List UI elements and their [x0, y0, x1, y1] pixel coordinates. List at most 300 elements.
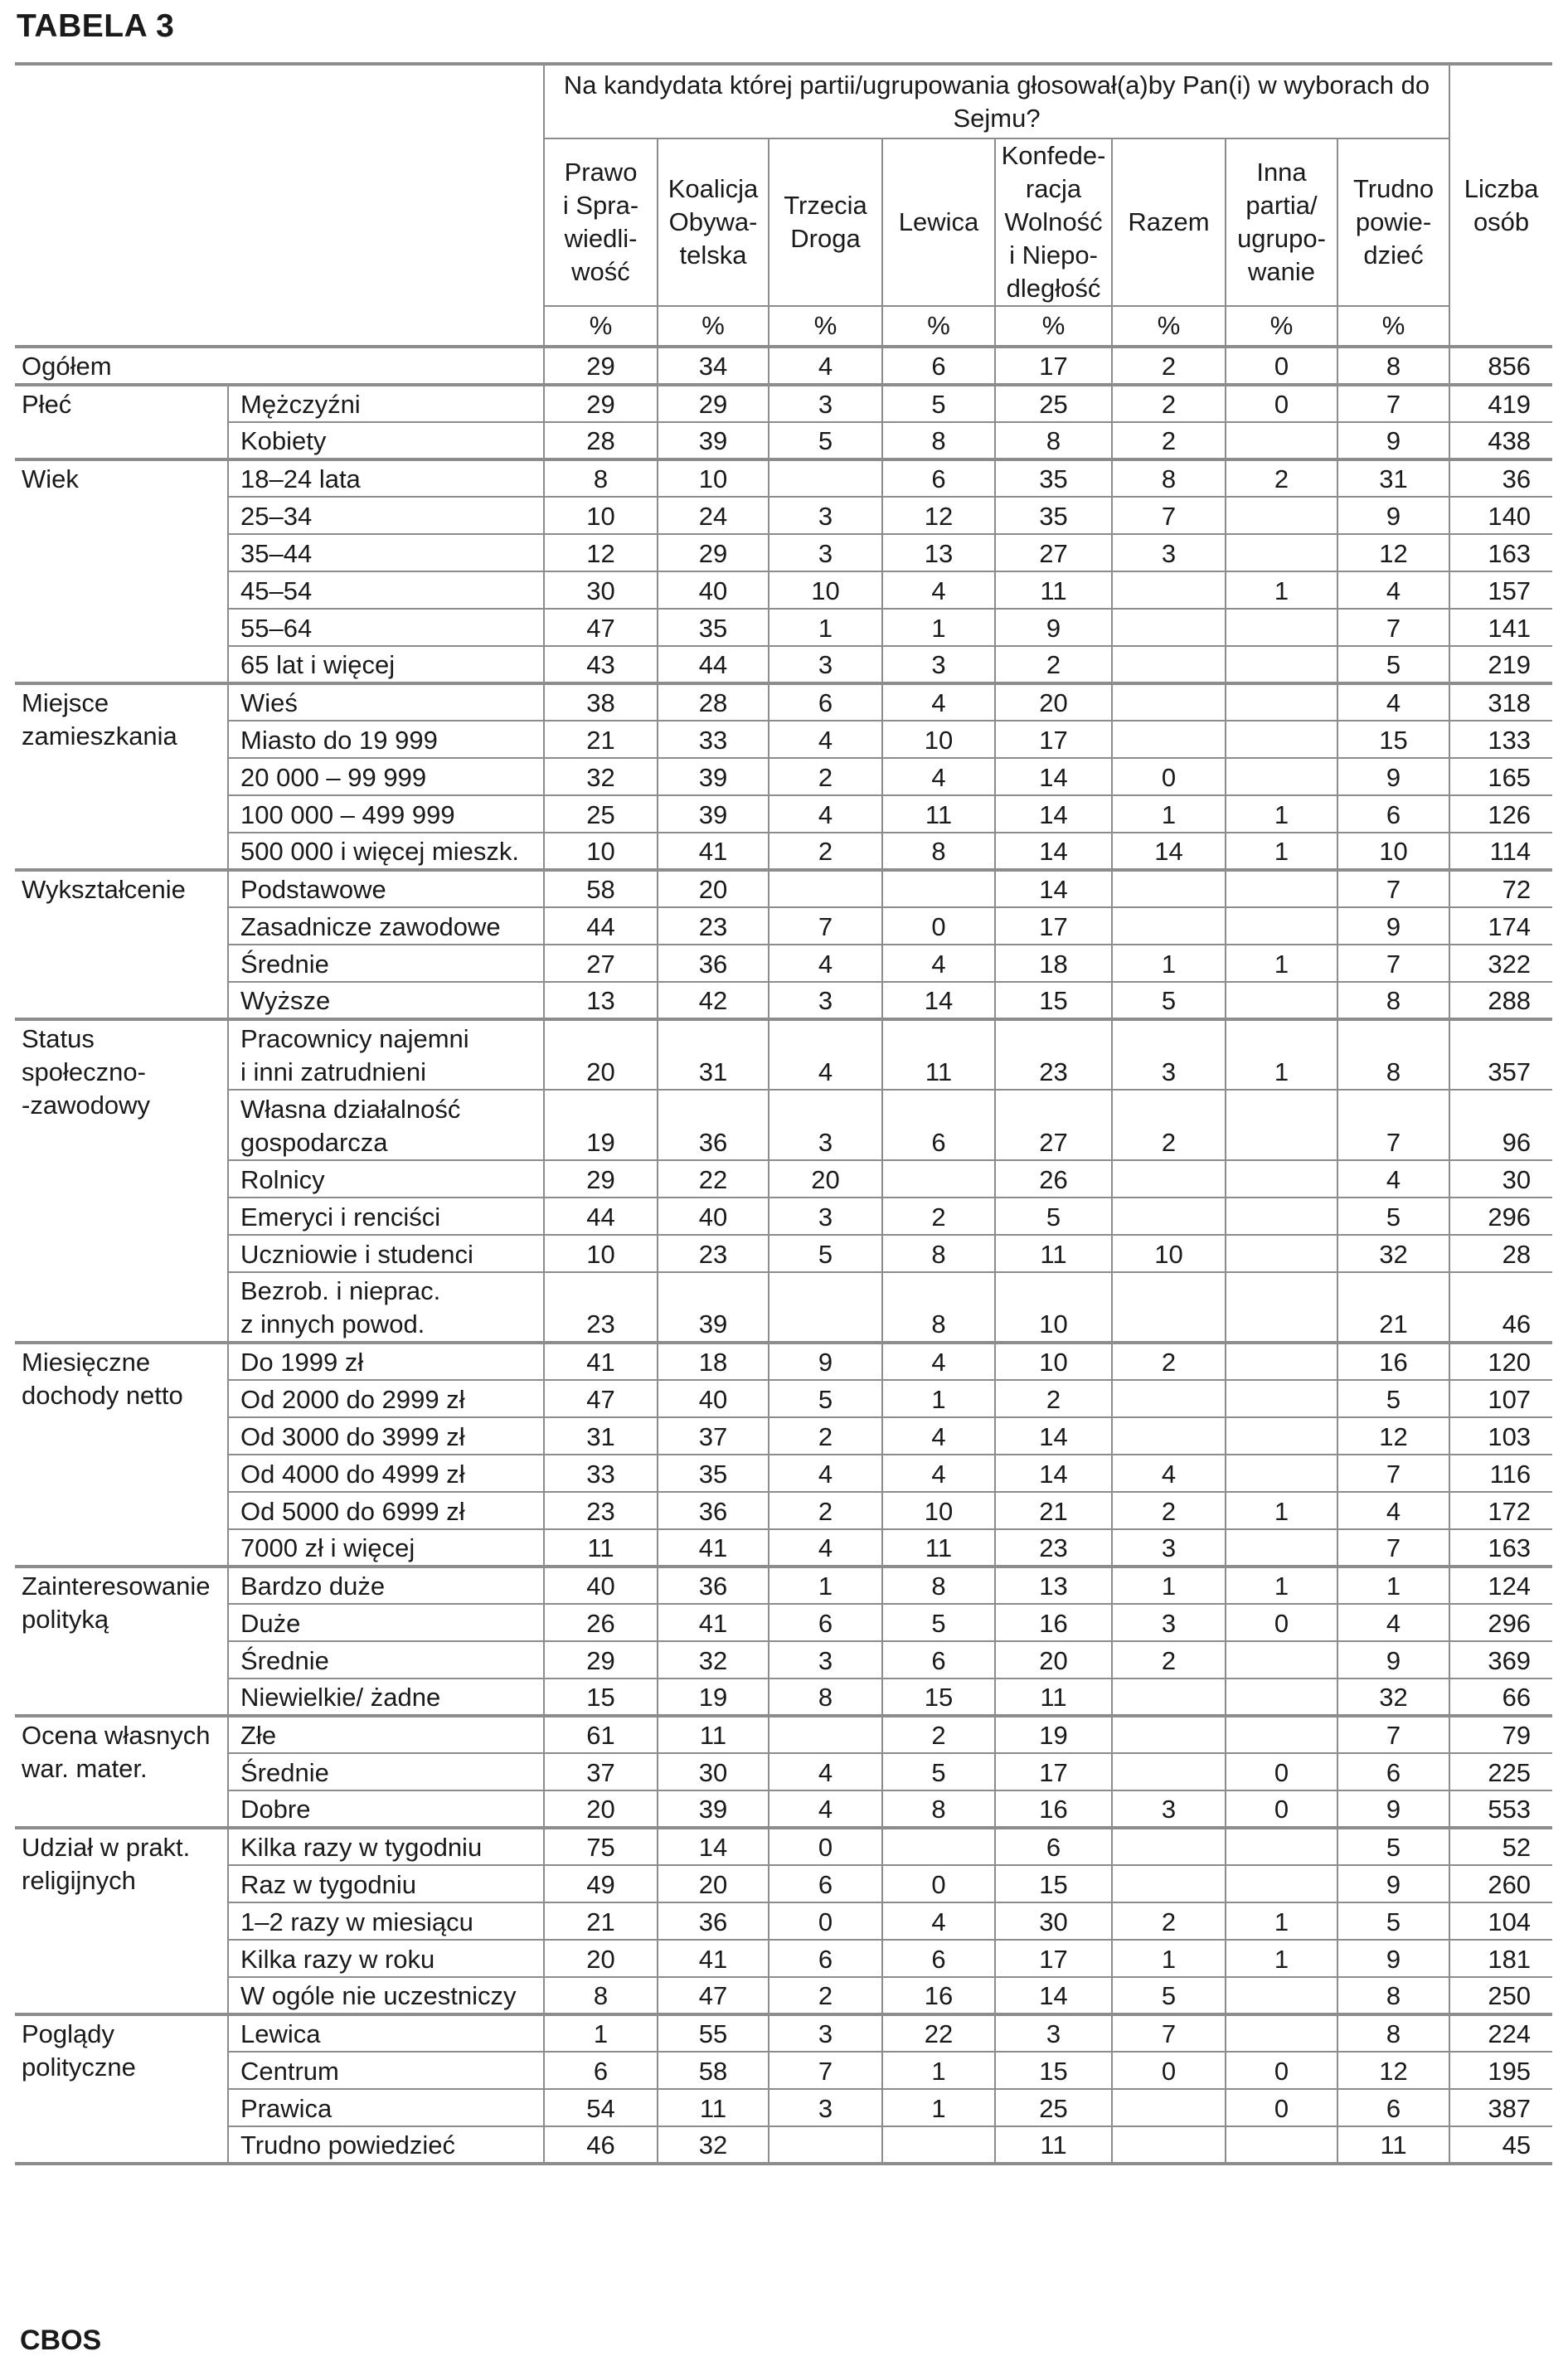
table-row	[15, 1828, 1552, 1865]
percent-cell: 20	[544, 1940, 658, 1977]
table-row	[15, 1716, 1552, 1753]
percent-cell: 31	[544, 1417, 658, 1455]
percent-cell: 7	[1112, 2014, 1226, 2052]
percent-cell: 4	[769, 1455, 882, 1492]
percent-cell: 13	[882, 534, 995, 571]
category-label: Prawica	[228, 2089, 544, 2126]
percent-cell: 35	[658, 609, 769, 646]
percent-cell: 55	[658, 2014, 769, 2052]
count-cell: 120	[1449, 1343, 1552, 1380]
percent-cell: 47	[544, 1380, 658, 1417]
count-cell: 225	[1449, 1753, 1552, 1790]
percent-cell: 8	[882, 1567, 995, 1604]
count-cell: 140	[1449, 497, 1552, 534]
percent-cell: 4	[882, 945, 995, 982]
percent-cell: 41	[658, 1940, 769, 1977]
percent-cell: 8	[1112, 459, 1226, 497]
percent-cell: 16	[882, 1977, 995, 2014]
count-cell: 553	[1449, 1790, 1552, 1828]
percent-cell: 2	[1112, 347, 1226, 385]
percent-cell: 32	[544, 758, 658, 795]
group-label: Poglądy polityczne	[15, 2014, 228, 2164]
table-row	[15, 795, 1552, 833]
count-cell: 126	[1449, 795, 1552, 833]
percent-cell: 4	[1337, 683, 1449, 721]
percent-cell: 3	[769, 1641, 882, 1679]
percent-cell	[1226, 1529, 1337, 1567]
percent-cell: 3	[769, 646, 882, 683]
percent-cell: 8	[1337, 982, 1449, 1019]
percent-cell: 58	[544, 870, 658, 907]
percent-cell: 2	[995, 646, 1112, 683]
percent-cell: 24	[658, 497, 769, 534]
percent-cell: 2	[769, 1977, 882, 2014]
percent-cell: 10	[769, 571, 882, 609]
percent-cell	[1112, 1753, 1226, 1790]
percent-cell: 0	[1112, 2052, 1226, 2089]
count-cell: 165	[1449, 758, 1552, 795]
percent-cell: 10	[544, 833, 658, 870]
percent-cell: 1	[1226, 1902, 1337, 1940]
percent-cell	[1112, 1417, 1226, 1455]
percent-cell: 47	[544, 609, 658, 646]
percent-cell: 39	[658, 1272, 769, 1343]
percent-cell: 21	[995, 1492, 1112, 1529]
category-label: Dobre	[228, 1790, 544, 1828]
count-cell: 116	[1449, 1455, 1552, 1492]
percent-cell: 20	[995, 683, 1112, 721]
percent-cell: 11	[995, 2126, 1112, 2164]
category-label: Własna działalność gospodarcza	[228, 1090, 544, 1160]
percent-cell: 40	[658, 1198, 769, 1235]
percent-cell: 36	[658, 1492, 769, 1529]
count-cell: 36	[1449, 459, 1552, 497]
table-row	[15, 1902, 1552, 1940]
group-label: Status społeczno- -zawodowy	[15, 1019, 228, 1343]
percent-cell: 1	[882, 1380, 995, 1417]
count-cell: 438	[1449, 422, 1552, 459]
percent-cell: 3	[1112, 1019, 1226, 1090]
percent-cell	[1226, 646, 1337, 683]
percent-cell	[1226, 721, 1337, 758]
percent-cell: 1	[1337, 1567, 1449, 1604]
percent-cell: 33	[658, 721, 769, 758]
table-row	[15, 1679, 1552, 1716]
percent-cell: 4	[1337, 571, 1449, 609]
percent-cell: 39	[658, 422, 769, 459]
percent-cell	[1112, 2126, 1226, 2164]
percent-cell	[1226, 982, 1337, 1019]
percent-cell: 1	[1112, 795, 1226, 833]
percent-cell	[1226, 1160, 1337, 1198]
percent-cell: 22	[882, 2014, 995, 2052]
percent-cell: 8	[882, 1790, 995, 1828]
percent-cell: 14	[995, 1977, 1112, 2014]
percent-cell: 31	[1337, 459, 1449, 497]
question-header: Na kandydata której partii/ugrupowania głosował(a)by Pan(i) w wyborach do Sejmu?	[544, 64, 1449, 138]
percent-cell: 11	[882, 1019, 995, 1090]
percent-cell: 36	[658, 1090, 769, 1160]
percent-cell: 0	[1226, 2089, 1337, 2126]
percent-cell: 38	[544, 683, 658, 721]
party-header: Prawo i Spra- wiedli- wość	[544, 138, 658, 306]
table-row	[15, 459, 1552, 497]
percent-cell: 29	[544, 1641, 658, 1679]
percent-cell: 4	[882, 1902, 995, 1940]
percent-cell	[882, 870, 995, 907]
percent-cell: 25	[995, 2089, 1112, 2126]
percent-cell: 28	[658, 683, 769, 721]
percent-cell: 7	[1337, 609, 1449, 646]
percent-cell: 8	[882, 1272, 995, 1343]
percent-cell: 1	[1112, 945, 1226, 982]
percent-cell: 23	[658, 907, 769, 945]
percent-cell: 5	[769, 422, 882, 459]
percent-cell: 44	[658, 646, 769, 683]
table-row	[15, 422, 1552, 459]
percent-cell: 15	[995, 1865, 1112, 1902]
percent-cell: 13	[995, 1567, 1112, 1604]
count-cell: 52	[1449, 1828, 1552, 1865]
percent-cell: 4	[1337, 1604, 1449, 1641]
count-cell: 124	[1449, 1567, 1552, 1604]
count-cell: 45	[1449, 2126, 1552, 2164]
percent-cell: 3	[769, 982, 882, 1019]
percent-cell: 1	[769, 1567, 882, 1604]
percent-cell: 14	[882, 982, 995, 1019]
percent-cell: 0	[1112, 758, 1226, 795]
percent-cell	[1112, 1828, 1226, 1865]
percent-cell: 44	[544, 907, 658, 945]
percent-cell: 4	[882, 1343, 995, 1380]
percent-cell: 2	[882, 1716, 995, 1753]
percent-cell: 12	[544, 534, 658, 571]
percent-cell	[1226, 497, 1337, 534]
percent-cell: 1	[1226, 1940, 1337, 1977]
percent-cell: 12	[1337, 2052, 1449, 2089]
percent-cell	[1112, 907, 1226, 945]
category-label: Raz w tygodniu	[228, 1865, 544, 1902]
category-label: 20 000 – 99 999	[228, 758, 544, 795]
percent-cell: 30	[995, 1902, 1112, 1940]
percent-cell: 17	[995, 721, 1112, 758]
percent-cell	[1226, 1828, 1337, 1865]
percent-cell: 8	[882, 422, 995, 459]
percent-cell: 18	[658, 1343, 769, 1380]
percent-unit: %	[658, 306, 769, 347]
count-cell: 369	[1449, 1641, 1552, 1679]
category-label: Średnie	[228, 1753, 544, 1790]
count-header: Liczba osób	[1449, 64, 1552, 347]
percent-cell: 20	[544, 1019, 658, 1090]
percent-cell	[1112, 1679, 1226, 1716]
percent-cell: 3	[995, 2014, 1112, 2052]
percent-cell: 6	[1337, 795, 1449, 833]
category-label: 65 lat i więcej	[228, 646, 544, 683]
percent-cell: 20	[544, 1790, 658, 1828]
percent-cell	[1226, 1679, 1337, 1716]
count-cell: 141	[1449, 609, 1552, 646]
percent-cell: 15	[1337, 721, 1449, 758]
percent-cell: 36	[658, 1902, 769, 1940]
percent-cell: 8	[882, 1235, 995, 1272]
percent-cell: 4	[769, 795, 882, 833]
table-row	[15, 571, 1552, 609]
category-label: Kilka razy w tygodniu	[228, 1828, 544, 1865]
percent-cell: 35	[658, 1455, 769, 1492]
percent-cell	[1226, 1380, 1337, 1417]
percent-cell	[769, 459, 882, 497]
percent-cell: 29	[544, 1160, 658, 1198]
percent-cell: 35	[995, 497, 1112, 534]
percent-cell: 25	[995, 385, 1112, 422]
category-label: 35–44	[228, 534, 544, 571]
percent-cell: 1	[544, 2014, 658, 2052]
count-cell: 419	[1449, 385, 1552, 422]
category-label: Centrum	[228, 2052, 544, 2089]
percent-cell: 16	[995, 1790, 1112, 1828]
percent-cell: 6	[769, 1940, 882, 1977]
percent-cell: 23	[544, 1492, 658, 1529]
percent-cell: 8	[1337, 2014, 1449, 2052]
percent-cell	[1112, 683, 1226, 721]
percent-cell: 0	[1226, 1753, 1337, 1790]
percent-cell: 3	[882, 646, 995, 683]
percent-cell	[1226, 1417, 1337, 1455]
group-label: Miesięczne dochody netto	[15, 1343, 228, 1567]
percent-cell: 23	[995, 1019, 1112, 1090]
percent-cell: 11	[995, 1679, 1112, 1716]
percent-cell: 2	[1112, 1641, 1226, 1679]
percent-cell: 41	[544, 1343, 658, 1380]
percent-cell	[1226, 907, 1337, 945]
percent-cell: 0	[882, 1865, 995, 1902]
percent-cell: 1	[1226, 945, 1337, 982]
percent-cell: 37	[544, 1753, 658, 1790]
percent-cell: 5	[1112, 982, 1226, 1019]
category-label: Miasto do 19 999	[228, 721, 544, 758]
percent-cell: 29	[658, 534, 769, 571]
percent-cell: 40	[658, 1380, 769, 1417]
percent-cell: 11	[1337, 2126, 1449, 2164]
table-row	[15, 2052, 1552, 2089]
percent-cell: 36	[658, 945, 769, 982]
table-row	[15, 833, 1552, 870]
percent-cell: 40	[658, 571, 769, 609]
percent-cell: 7	[769, 2052, 882, 2089]
table-row	[15, 1160, 1552, 1198]
survey-table	[15, 62, 1552, 2165]
percent-cell: 28	[544, 422, 658, 459]
table-row	[15, 1417, 1552, 1455]
category-label: Podstawowe	[228, 870, 544, 907]
percent-cell	[1112, 1380, 1226, 1417]
table-row	[15, 1790, 1552, 1828]
party-header: Razem	[1112, 138, 1226, 306]
count-cell: 296	[1449, 1604, 1552, 1641]
percent-cell: 29	[544, 385, 658, 422]
count-cell: 79	[1449, 1716, 1552, 1753]
percent-cell: 11	[882, 795, 995, 833]
category-label: Zasadnicze zawodowe	[228, 907, 544, 945]
percent-unit: %	[882, 306, 995, 347]
percent-cell: 18	[995, 945, 1112, 982]
table-row	[15, 1235, 1552, 1272]
percent-cell: 12	[1337, 1417, 1449, 1455]
percent-cell: 0	[1226, 2052, 1337, 2089]
percent-cell: 47	[658, 1977, 769, 2014]
category-label: 100 000 – 499 999	[228, 795, 544, 833]
percent-cell: 2	[1112, 1902, 1226, 1940]
percent-cell: 26	[544, 1604, 658, 1641]
percent-cell: 41	[658, 833, 769, 870]
category-label: Pracownicy najemni i inni zatrudnieni	[228, 1019, 544, 1090]
percent-cell: 5	[1337, 1380, 1449, 1417]
percent-cell: 1	[1226, 1492, 1337, 1529]
group-label: Ocena własnych war. mater.	[15, 1716, 228, 1828]
group-label: Wiek	[15, 459, 228, 683]
table-row	[15, 497, 1552, 534]
table-row	[15, 683, 1552, 721]
table-row	[15, 1090, 1552, 1160]
percent-cell: 9	[1337, 1940, 1449, 1977]
percent-cell: 34	[658, 347, 769, 385]
percent-cell: 23	[658, 1235, 769, 1272]
percent-cell: 7	[1112, 497, 1226, 534]
percent-cell	[1226, 609, 1337, 646]
percent-cell	[1112, 609, 1226, 646]
percent-cell: 2	[1112, 1090, 1226, 1160]
percent-cell: 32	[658, 1641, 769, 1679]
percent-cell: 21	[544, 721, 658, 758]
count-cell: 28	[1449, 1235, 1552, 1272]
percent-cell: 22	[658, 1160, 769, 1198]
percent-cell: 75	[544, 1828, 658, 1865]
percent-cell: 0	[1226, 1604, 1337, 1641]
category-label: Rolnicy	[228, 1160, 544, 1198]
percent-cell: 2	[769, 1492, 882, 1529]
percent-unit: %	[1112, 306, 1226, 347]
percent-cell	[1226, 1716, 1337, 1753]
percent-cell: 10	[544, 1235, 658, 1272]
percent-cell: 9	[1337, 1790, 1449, 1828]
count-cell: 174	[1449, 907, 1552, 945]
source-label: CBOS	[20, 2325, 102, 2356]
percent-cell: 11	[995, 571, 1112, 609]
percent-cell: 20	[769, 1160, 882, 1198]
percent-cell	[1226, 1865, 1337, 1902]
table-row	[15, 1455, 1552, 1492]
percent-cell: 5	[882, 1604, 995, 1641]
table-row	[15, 347, 1552, 385]
percent-cell: 8	[1337, 347, 1449, 385]
percent-cell: 54	[544, 2089, 658, 2126]
table-body	[15, 347, 1552, 2164]
percent-cell	[1112, 571, 1226, 609]
percent-unit: %	[1337, 306, 1449, 347]
percent-cell: 46	[544, 2126, 658, 2164]
table-row	[15, 1940, 1552, 1977]
count-cell: 66	[1449, 1679, 1552, 1716]
percent-cell: 6	[769, 1604, 882, 1641]
count-cell: 288	[1449, 982, 1552, 1019]
percent-cell: 8	[544, 1977, 658, 2014]
percent-cell: 8	[1337, 1019, 1449, 1090]
percent-cell: 10	[1337, 833, 1449, 870]
table-row	[15, 870, 1552, 907]
category-label: Emeryci i renciści	[228, 1198, 544, 1235]
percent-cell: 3	[769, 534, 882, 571]
percent-cell: 9	[1337, 497, 1449, 534]
percent-cell: 5	[1337, 1198, 1449, 1235]
percent-cell: 12	[882, 497, 995, 534]
percent-cell: 6	[769, 1865, 882, 1902]
percent-cell	[1226, 1090, 1337, 1160]
percent-cell	[1112, 1272, 1226, 1343]
percent-cell: 3	[1112, 1604, 1226, 1641]
percent-cell: 17	[995, 907, 1112, 945]
percent-cell: 36	[658, 1567, 769, 1604]
percent-cell: 2	[1112, 385, 1226, 422]
category-label: 7000 zł i więcej	[228, 1529, 544, 1567]
party-header: Konfede- racja Wolność i Niepo- dległość	[995, 138, 1112, 306]
percent-cell: 32	[1337, 1235, 1449, 1272]
percent-cell: 15	[544, 1679, 658, 1716]
percent-cell: 5	[1337, 1828, 1449, 1865]
percent-cell: 8	[882, 833, 995, 870]
percent-cell: 32	[1337, 1679, 1449, 1716]
category-label: Od 2000 do 2999 zł	[228, 1380, 544, 1417]
count-cell: 30	[1449, 1160, 1552, 1198]
percent-cell: 3	[769, 385, 882, 422]
table-row	[15, 1753, 1552, 1790]
percent-cell: 35	[995, 459, 1112, 497]
percent-cell: 1	[1226, 833, 1337, 870]
percent-cell: 9	[1337, 907, 1449, 945]
percent-cell: 4	[882, 1417, 995, 1455]
category-label: W ogóle nie uczestniczy	[228, 1977, 544, 2014]
table-row	[15, 907, 1552, 945]
percent-cell: 14	[995, 1455, 1112, 1492]
percent-cell: 14	[658, 1828, 769, 1865]
percent-cell: 1	[1226, 1567, 1337, 1604]
percent-cell: 3	[769, 1090, 882, 1160]
percent-cell: 13	[544, 982, 658, 1019]
percent-cell: 19	[995, 1716, 1112, 1753]
percent-cell: 10	[995, 1343, 1112, 1380]
percent-cell: 29	[658, 385, 769, 422]
count-cell: 250	[1449, 1977, 1552, 2014]
percent-cell	[1226, 1343, 1337, 1380]
percent-cell: 17	[995, 1753, 1112, 1790]
percent-cell: 39	[658, 1790, 769, 1828]
percent-cell	[1226, 1455, 1337, 1492]
percent-cell: 42	[658, 982, 769, 1019]
percent-cell: 4	[769, 1753, 882, 1790]
category-label: Bardzo duże	[228, 1567, 544, 1604]
percent-cell: 9	[1337, 1865, 1449, 1902]
percent-cell: 27	[544, 945, 658, 982]
percent-cell: 5	[1337, 646, 1449, 683]
percent-cell	[1226, 422, 1337, 459]
table-row	[15, 982, 1552, 1019]
percent-cell: 41	[658, 1604, 769, 1641]
percent-cell: 9	[769, 1343, 882, 1380]
count-cell: 357	[1449, 1019, 1552, 1090]
category-label: 18–24 lata	[228, 459, 544, 497]
count-cell: 96	[1449, 1090, 1552, 1160]
percent-cell: 14	[995, 870, 1112, 907]
